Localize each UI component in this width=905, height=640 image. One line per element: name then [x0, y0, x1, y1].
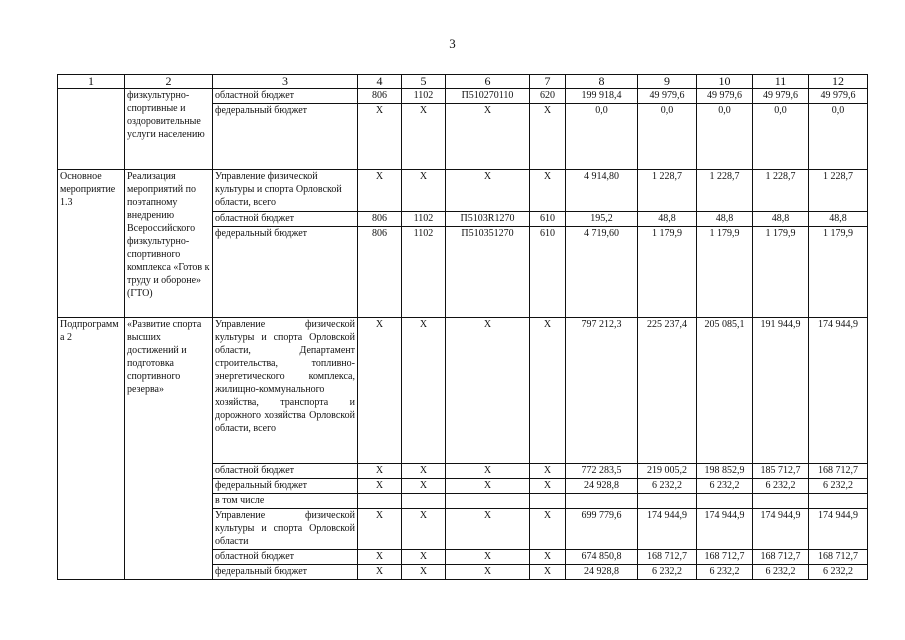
header-cell: 10 [697, 75, 753, 89]
cell-col3: федеральный бюджет [213, 479, 358, 494]
cell-col8: 4 914,80 [566, 170, 638, 212]
cell-col6 [446, 494, 530, 509]
cell-col5: X [402, 104, 446, 170]
cell-col11: 191 944,9 [753, 318, 809, 464]
cell-col4: X [358, 170, 402, 212]
page-number: 3 [449, 36, 456, 51]
cell-col11: 185 712,7 [753, 464, 809, 479]
cell-col4 [358, 494, 402, 509]
cell-col10 [697, 494, 753, 509]
cell-col3: областной бюджет [213, 212, 358, 227]
cell-col11 [753, 494, 809, 509]
cell-col9: 219 005,2 [638, 464, 697, 479]
cell-col3: федеральный бюджет [213, 104, 358, 170]
cell-col8: 0,0 [566, 104, 638, 170]
cell-col3: федеральный бюджет [213, 227, 358, 318]
cell-col5: X [402, 170, 446, 212]
cell-col4: X [358, 318, 402, 464]
cell-col11: 174 944,9 [753, 509, 809, 550]
header-cell: 4 [358, 75, 402, 89]
cell-col8: 797 212,3 [566, 318, 638, 464]
cell-col12 [809, 494, 868, 509]
cell-col9: 225 237,4 [638, 318, 697, 464]
cell-col9: 49 979,6 [638, 89, 697, 104]
cell-col5: 1102 [402, 227, 446, 318]
cell-col7: 620 [530, 89, 566, 104]
cell-col4: X [358, 550, 402, 565]
cell-col6: X [446, 479, 530, 494]
cell-col6: П510351270 [446, 227, 530, 318]
cell-col12: 168 712,7 [809, 550, 868, 565]
cell-col10: 198 852,9 [697, 464, 753, 479]
cell-col7: 610 [530, 227, 566, 318]
cell-col9: 6 232,2 [638, 479, 697, 494]
cell-col4: 806 [358, 227, 402, 318]
cell-col1: Подпрограмма 2 [58, 318, 125, 580]
cell-col10: 6 232,2 [697, 565, 753, 580]
cell-col7: X [530, 104, 566, 170]
cell-col1: Основное мероприятие 1.3 [58, 170, 125, 318]
cell-col3: областной бюджет [213, 464, 358, 479]
header-cell: 12 [809, 75, 868, 89]
header-cell: 2 [125, 75, 213, 89]
cell-col7: X [530, 318, 566, 464]
cell-col10: 6 232,2 [697, 479, 753, 494]
cell-col7: X [530, 479, 566, 494]
cell-col5 [402, 494, 446, 509]
cell-col12: 49 979,6 [809, 89, 868, 104]
cell-col10: 49 979,6 [697, 89, 753, 104]
cell-col11: 49 979,6 [753, 89, 809, 104]
cell-col8: 195,2 [566, 212, 638, 227]
cell-col9 [638, 494, 697, 509]
cell-col5: X [402, 550, 446, 565]
cell-col9: 48,8 [638, 212, 697, 227]
cell-col4: 806 [358, 89, 402, 104]
cell-col10: 205 085,1 [697, 318, 753, 464]
cell-col3: федеральный бюджет [213, 565, 358, 580]
cell-col5: X [402, 318, 446, 464]
header-cell: 5 [402, 75, 446, 89]
cell-col6: X [446, 550, 530, 565]
cell-col11: 0,0 [753, 104, 809, 170]
cell-col5: 1102 [402, 89, 446, 104]
cell-col10: 0,0 [697, 104, 753, 170]
cell-col6: X [446, 318, 530, 464]
cell-col3: областной бюджет [213, 89, 358, 104]
cell-col9: 1 228,7 [638, 170, 697, 212]
table-row [58, 318, 868, 464]
cell-col12: 0,0 [809, 104, 868, 170]
cell-col11: 6 232,2 [753, 565, 809, 580]
cell-col8: 4 719,60 [566, 227, 638, 318]
cell-col9: 168 712,7 [638, 550, 697, 565]
budget-table [57, 74, 868, 580]
cell-col3: в том числе [213, 494, 358, 509]
cell-col11: 1 179,9 [753, 227, 809, 318]
cell-col5: 1102 [402, 212, 446, 227]
cell-col5: X [402, 509, 446, 550]
cell-col2: Реализация мероприятий по поэтапному внедрению Всероссийского физкультурно-спортивного комплекса «Готов к труду и обороне» (ГТО) [125, 170, 213, 318]
cell-col10: 48,8 [697, 212, 753, 227]
cell-col7 [530, 494, 566, 509]
cell-col3: Управление физической культуры и спорта Орловской области [213, 509, 358, 550]
header-row [58, 75, 868, 89]
cell-col12: 6 232,2 [809, 565, 868, 580]
cell-col3: областной бюджет [213, 550, 358, 565]
cell-col12: 48,8 [809, 212, 868, 227]
cell-col12: 6 232,2 [809, 479, 868, 494]
cell-col6: П5103R1270 [446, 212, 530, 227]
cell-col6: X [446, 565, 530, 580]
cell-col10: 1 228,7 [697, 170, 753, 212]
header-cell: 9 [638, 75, 697, 89]
cell-col6: X [446, 509, 530, 550]
cell-col5: X [402, 565, 446, 580]
cell-col6: X [446, 104, 530, 170]
cell-col11: 6 232,2 [753, 479, 809, 494]
cell-col4: X [358, 104, 402, 170]
header-cell: 8 [566, 75, 638, 89]
cell-col7: X [530, 565, 566, 580]
cell-col3: Управление физической культуры и спорта Орловской области, всего [213, 170, 358, 212]
cell-col12: 174 944,9 [809, 509, 868, 550]
cell-col12: 168 712,7 [809, 464, 868, 479]
cell-col11: 168 712,7 [753, 550, 809, 565]
cell-col8: 199 918,4 [566, 89, 638, 104]
cell-col4: X [358, 509, 402, 550]
cell-col5: X [402, 479, 446, 494]
cell-col11: 48,8 [753, 212, 809, 227]
table-row [58, 170, 868, 212]
cell-col2: «Развитие спорта высших достижений и подготовка спортивного резерва» [125, 318, 213, 580]
cell-col2: физкультурно-спортивные и оздоровительные услуги населению [125, 89, 213, 170]
cell-col9: 6 232,2 [638, 565, 697, 580]
cell-col3: Управление физической культуры и спорта Орловской области, Департамент строительства, топливно-энергетического комплекса, жилищно-коммунального хозяйства, транспорта и дорожного хозяйства Орловской области, всего [213, 318, 358, 464]
cell-col4: X [358, 464, 402, 479]
cell-col8: 24 928,8 [566, 479, 638, 494]
cell-col6: X [446, 170, 530, 212]
header-cell: 1 [58, 75, 125, 89]
cell-col8: 24 928,8 [566, 565, 638, 580]
cell-col9: 174 944,9 [638, 509, 697, 550]
cell-col8: 699 779,6 [566, 509, 638, 550]
cell-col4: X [358, 565, 402, 580]
table-row [58, 89, 868, 104]
cell-col4: X [358, 479, 402, 494]
cell-col7: 610 [530, 212, 566, 227]
cell-col7: X [530, 170, 566, 212]
cell-col7: X [530, 550, 566, 565]
cell-col10: 1 179,9 [697, 227, 753, 318]
cell-col4: 806 [358, 212, 402, 227]
cell-col12: 1 179,9 [809, 227, 868, 318]
cell-col9: 0,0 [638, 104, 697, 170]
cell-col10: 168 712,7 [697, 550, 753, 565]
cell-col6: X [446, 464, 530, 479]
cell-col8 [566, 494, 638, 509]
cell-col7: X [530, 464, 566, 479]
header-cell: 6 [446, 75, 530, 89]
cell-col12: 174 944,9 [809, 318, 868, 464]
cell-col12: 1 228,7 [809, 170, 868, 212]
cell-col7: X [530, 509, 566, 550]
cell-col6: П510270110 [446, 89, 530, 104]
cell-col9: 1 179,9 [638, 227, 697, 318]
cell-col11: 1 228,7 [753, 170, 809, 212]
header-cell: 7 [530, 75, 566, 89]
cell-col1 [58, 89, 125, 170]
cell-col5: X [402, 464, 446, 479]
cell-col10: 174 944,9 [697, 509, 753, 550]
cell-col8: 674 850,8 [566, 550, 638, 565]
header-cell: 11 [753, 75, 809, 89]
cell-col8: 772 283,5 [566, 464, 638, 479]
header-cell: 3 [213, 75, 358, 89]
